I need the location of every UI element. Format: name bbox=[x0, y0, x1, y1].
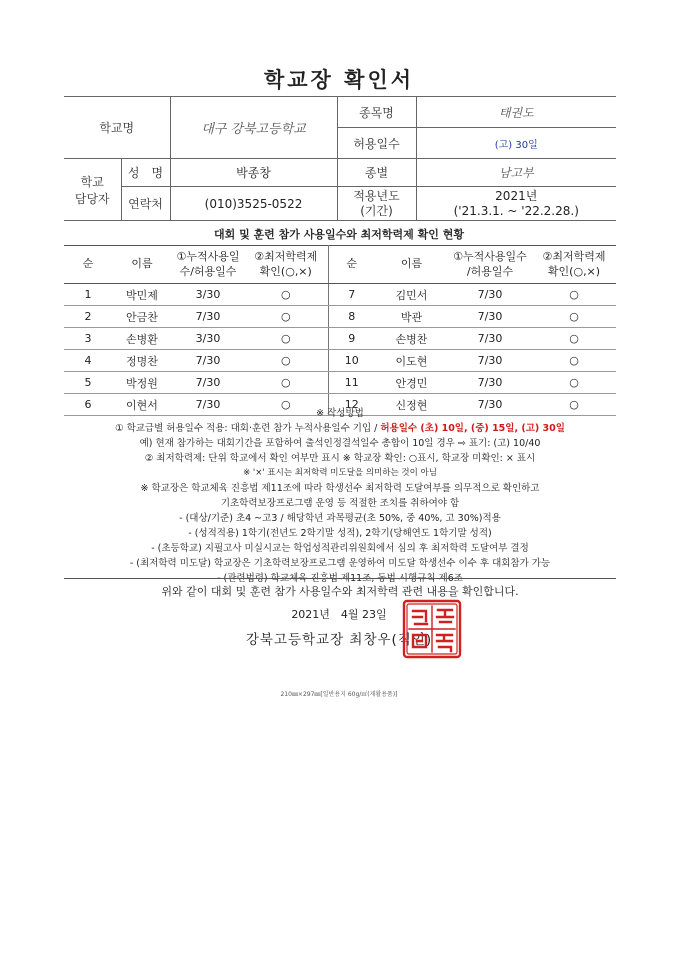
row-no-right: 7 bbox=[328, 284, 375, 306]
row-name: 정명찬 bbox=[112, 350, 172, 372]
row-no: 3 bbox=[64, 328, 112, 350]
row-name-right: 박관 bbox=[375, 306, 448, 328]
table-row bbox=[64, 306, 616, 328]
row-check: ○ bbox=[244, 328, 328, 350]
allowed-days-label: 허용일수 bbox=[337, 128, 416, 159]
row-name-right: 손병찬 bbox=[375, 328, 448, 350]
row-name: 박민제 bbox=[112, 284, 172, 306]
notes-line-5: ※ 학교장은 학교체육 진흥법 제11조에 따라 학생선수 최저학력 도달여부를 의무적으로 확인하고 bbox=[140, 483, 540, 494]
allowed-days-rule: 허용일수 (초) 10일, (중) 15일, (고) 30일 bbox=[380, 423, 565, 434]
row-name-right: 이도현 bbox=[375, 350, 448, 372]
school-info-table bbox=[64, 96, 616, 221]
row-no: 1 bbox=[64, 284, 112, 306]
name-value: 박종창 bbox=[170, 159, 337, 187]
header-name: 이름 bbox=[112, 246, 172, 284]
row-no-right: 11 bbox=[328, 372, 375, 394]
header-no: 순 bbox=[64, 246, 112, 284]
row-name: 손병환 bbox=[112, 328, 172, 350]
row-check-right: ○ bbox=[532, 284, 616, 306]
row-days-right: 7/30 bbox=[448, 394, 532, 416]
contact-label: 연락처 bbox=[121, 187, 170, 221]
row-days: 3/30 bbox=[172, 328, 244, 350]
issue-date: 2021년 4월 23일 bbox=[291, 608, 387, 621]
row-days-right: 7/30 bbox=[448, 284, 532, 306]
year-value-line1: 2021년 bbox=[495, 188, 538, 203]
row-no-right: 12 bbox=[328, 394, 375, 416]
row-check-right: ○ bbox=[532, 328, 616, 350]
row-days-right: 7/30 bbox=[448, 372, 532, 394]
header-check-line2: 확인(○,×) bbox=[259, 264, 312, 278]
row-name-right: 안경민 bbox=[375, 372, 448, 394]
staff-label-line1: 학교 bbox=[80, 174, 104, 189]
notes-line-7: - (대상/기준) 초4 ~고3 / 해당학년 과목평균(초 50%, 중 40%, 고 30%)적용 bbox=[179, 513, 501, 524]
staff-label-line2: 담당자 bbox=[74, 191, 110, 206]
row-days-right: 7/30 bbox=[448, 328, 532, 350]
event-value: 태권도 bbox=[416, 97, 616, 128]
year-label bbox=[337, 187, 416, 221]
name-label: 성 명 bbox=[121, 159, 170, 187]
closing-statement: 위와 같이 대회 및 훈련 참가 사용일수와 최저학력 관련 내용을 확인합니다. bbox=[64, 578, 616, 599]
principal-signature: 강북고등학교장 최창우(직인) bbox=[245, 632, 433, 648]
header-check-right bbox=[532, 246, 616, 284]
contact-value: (010)3525-0522 bbox=[170, 187, 337, 221]
header-check2-line2: 확인(○,×) bbox=[547, 264, 601, 278]
row-check-right: ○ bbox=[532, 372, 616, 394]
header-days bbox=[172, 246, 244, 284]
header-days-right bbox=[448, 246, 532, 284]
event-label: 종목명 bbox=[337, 97, 416, 128]
notes-line-9: - (초등학교) 지필고사 미실시교는 학업성적관리위원회에서 심의 후 최저학력 도달여부 결정 bbox=[151, 543, 529, 554]
row-days: 7/30 bbox=[172, 306, 244, 328]
table-row bbox=[64, 350, 616, 372]
header-days2-line1: ①누적사용일수 bbox=[453, 249, 527, 263]
notes-line-8: - (성적적용) 1학기(전년도 2학기말 성적), 2학기(당해연도 1학기말 성적) bbox=[188, 528, 492, 539]
header-check2-line1: ②최저학력제 bbox=[542, 249, 606, 263]
row-days-right: 7/30 bbox=[448, 306, 532, 328]
header-no-right: 순 bbox=[328, 246, 375, 284]
notes-line-4: ※ '×' 표시는 최저학력 미도달을 의미하는 것이 아님 bbox=[243, 468, 437, 478]
notes-heading: ※ 작성방법 bbox=[316, 408, 364, 419]
row-check: ○ bbox=[244, 394, 328, 416]
row-no: 2 bbox=[64, 306, 112, 328]
table-row bbox=[64, 372, 616, 394]
row-no-right: 8 bbox=[328, 306, 375, 328]
row-no-right: 9 bbox=[328, 328, 375, 350]
notes-line-11: - (관련법령) 학교체육 진흥법 제11조, 동법 시행규칙 제6조 bbox=[217, 573, 463, 584]
usage-header-row bbox=[64, 246, 616, 284]
notes-line-6: 기초학력보장프로그램 운영 등 적절한 조치를 취하여야 함 bbox=[220, 498, 460, 509]
row-days-right: 7/30 bbox=[448, 350, 532, 372]
header-check bbox=[244, 246, 328, 284]
row-check: ○ bbox=[244, 306, 328, 328]
row-no: 5 bbox=[64, 372, 112, 394]
notes-line-10: - (최저학력 미도달) 학교장은 기초학력보장프로그램 운영하여 미도달 학생선수 이수 후 대회참가 가능 bbox=[129, 558, 551, 569]
header-check-line1: ②최저학력제 bbox=[254, 249, 318, 263]
row-check-right: ○ bbox=[532, 306, 616, 328]
official-seal-icon bbox=[400, 597, 464, 661]
row-check: ○ bbox=[244, 284, 328, 306]
header-name-right: 이름 bbox=[375, 246, 448, 284]
table-row bbox=[64, 328, 616, 350]
row-no-right: 10 bbox=[328, 350, 375, 372]
row-days: 7/30 bbox=[172, 350, 244, 372]
row-name-right: 신정현 bbox=[375, 394, 448, 416]
paper-spec-footnote: 210㎜×297㎜[일반용지 60g/㎡(재활용품)] bbox=[280, 691, 398, 698]
notes-line-2: 예) 현재 참가하는 대회기간을 포함하여 출석인정결석일수 총합이 10일 경우 ⇨ 표기: (고) 10/40 bbox=[139, 438, 541, 449]
school-label: 학교명 bbox=[64, 97, 170, 159]
row-days: 3/30 bbox=[172, 284, 244, 306]
year-value bbox=[416, 187, 616, 221]
year-value-line2: ('21.3.1. ~ '22.2.28.) bbox=[453, 203, 579, 218]
notes-line-3: ② 최저학력제: 단위 학교에서 확인 여부만 표시 ※ 학교장 확인: ○표시, 학교장 미확인: × 표시 bbox=[144, 453, 536, 464]
table-row bbox=[64, 284, 616, 306]
row-check: ○ bbox=[244, 372, 328, 394]
category-value: 남고부 bbox=[416, 159, 616, 187]
header-days-line1: ①누적사용일 bbox=[176, 249, 240, 263]
row-no: 4 bbox=[64, 350, 112, 372]
row-no: 6 bbox=[64, 394, 112, 416]
row-name: 이현서 bbox=[112, 394, 172, 416]
row-name: 안금찬 bbox=[112, 306, 172, 328]
row-check-right: ○ bbox=[532, 350, 616, 372]
notes-line-1 bbox=[64, 421, 616, 436]
usage-title: 대회 및 훈련 참가 사용일수와 최저학력제 확인 현황 bbox=[214, 228, 464, 241]
usage-table bbox=[64, 245, 616, 416]
notes-line-1-text: ① 학교급별 허용일수 적용: 대회·훈련 참가 누적사용일수 기입 / bbox=[115, 423, 381, 434]
school-name: 대구 강북고등학교 bbox=[170, 97, 337, 159]
category-label: 종별 bbox=[337, 159, 416, 187]
staff-label bbox=[64, 159, 121, 221]
row-check: ○ bbox=[244, 350, 328, 372]
row-name-right: 김민서 bbox=[375, 284, 448, 306]
row-check-right: ○ bbox=[532, 394, 616, 416]
allowed-days-value: (고) 30일 bbox=[416, 128, 616, 159]
document-title: 학교장 확인서 bbox=[263, 68, 415, 92]
row-days: 7/30 bbox=[172, 394, 244, 416]
year-label-line1: 적용년도 bbox=[353, 189, 400, 204]
row-name: 박정원 bbox=[112, 372, 172, 394]
row-days: 7/30 bbox=[172, 372, 244, 394]
writing-instructions bbox=[64, 406, 616, 586]
header-days-line2: 수/허용일수 bbox=[179, 264, 237, 278]
header-days2-line2: /허용일수 bbox=[466, 264, 514, 278]
year-label-line2: (기간) bbox=[360, 203, 393, 218]
